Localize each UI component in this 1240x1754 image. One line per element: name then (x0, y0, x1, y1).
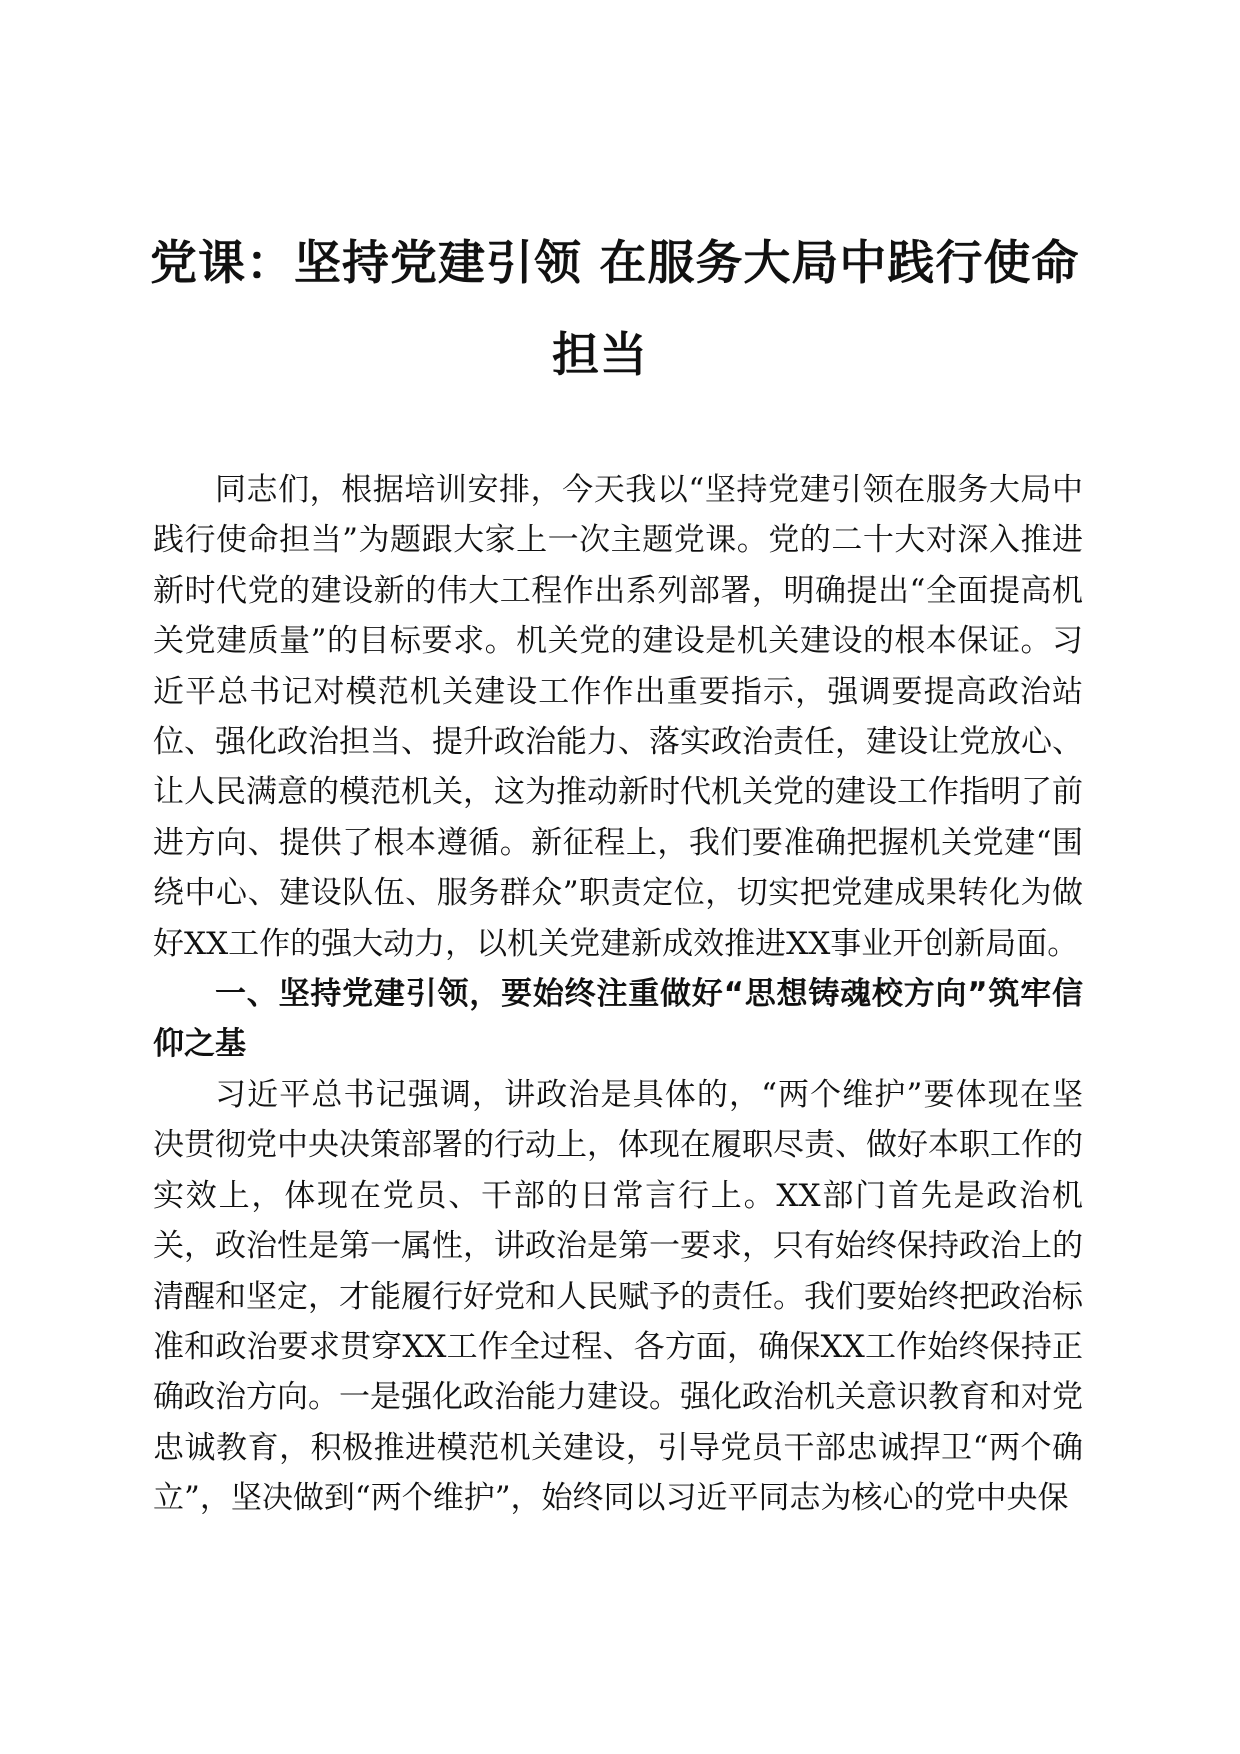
title-line-1: 党课：坚持党建引领 在服务大局中践行使命 (150, 236, 1080, 291)
intro-paragraph: 同志们，根据培训安排，今天我以“坚持党建引领在服务大局中践行使命担当”为题跟大家上一次主题党课。党的二十大对深入推进新时代党的建设新的伟大工程作出系列部署，明确提出“全面提高机关党建质量”的目标要求。机关党的建设是机关建设的根本保证。习近平总书记对模范机关建设工作作出重要指示，强调要提高政治站位、强化政治担当、提升政治能力、落实政治责任，建设让党放心、让人民满意的模范机关，这为推动新时代机关党的建设工作指明了前进方向、提供了根本遵循。新征程上，我们要准确把握机关党建“围绕中心、建设队伍、服务群众”职责定位，切实把党建成果转化为做好XX工作的强大动力，以机关党建新成效推进XX事业开创新局面。 (153, 472, 1083, 962)
section-heading-1: 一、坚持党建引领，要始终注重做好“思想铸魂校方向”筑牢信仰之基 (153, 976, 1083, 1063)
document-title (150, 218, 1080, 402)
title-line-2: 担当 (552, 328, 648, 383)
document-body (153, 465, 1083, 1524)
section-1-paragraph: 习近平总书记强调，讲政治是具体的，“两个维护”要体现在坚决贯彻党中央决策部署的行动上，体现在履职尽责、做好本职工作的实效上，体现在党员、干部的日常言行上。XX部门首先是政治机关，政治性是第一属性，讲政治是第一要求，只有始终保持政治上的清醒和坚定，才能履行好党和人民赋予的责任。我们要始终把政治标准和政治要求贯穿XX工作全过程、各方面，确保XX工作始终保持正确政治方向。一是强化政治能力建设。强化政治机关意识教育和对党忠诚教育，积极推进模范机关建设，引导党员干部忠诚捍卫“两个确立”，坚决做到“两个维护”，始终同以习近平同志为核心的党中央保 (153, 1076, 1083, 1517)
